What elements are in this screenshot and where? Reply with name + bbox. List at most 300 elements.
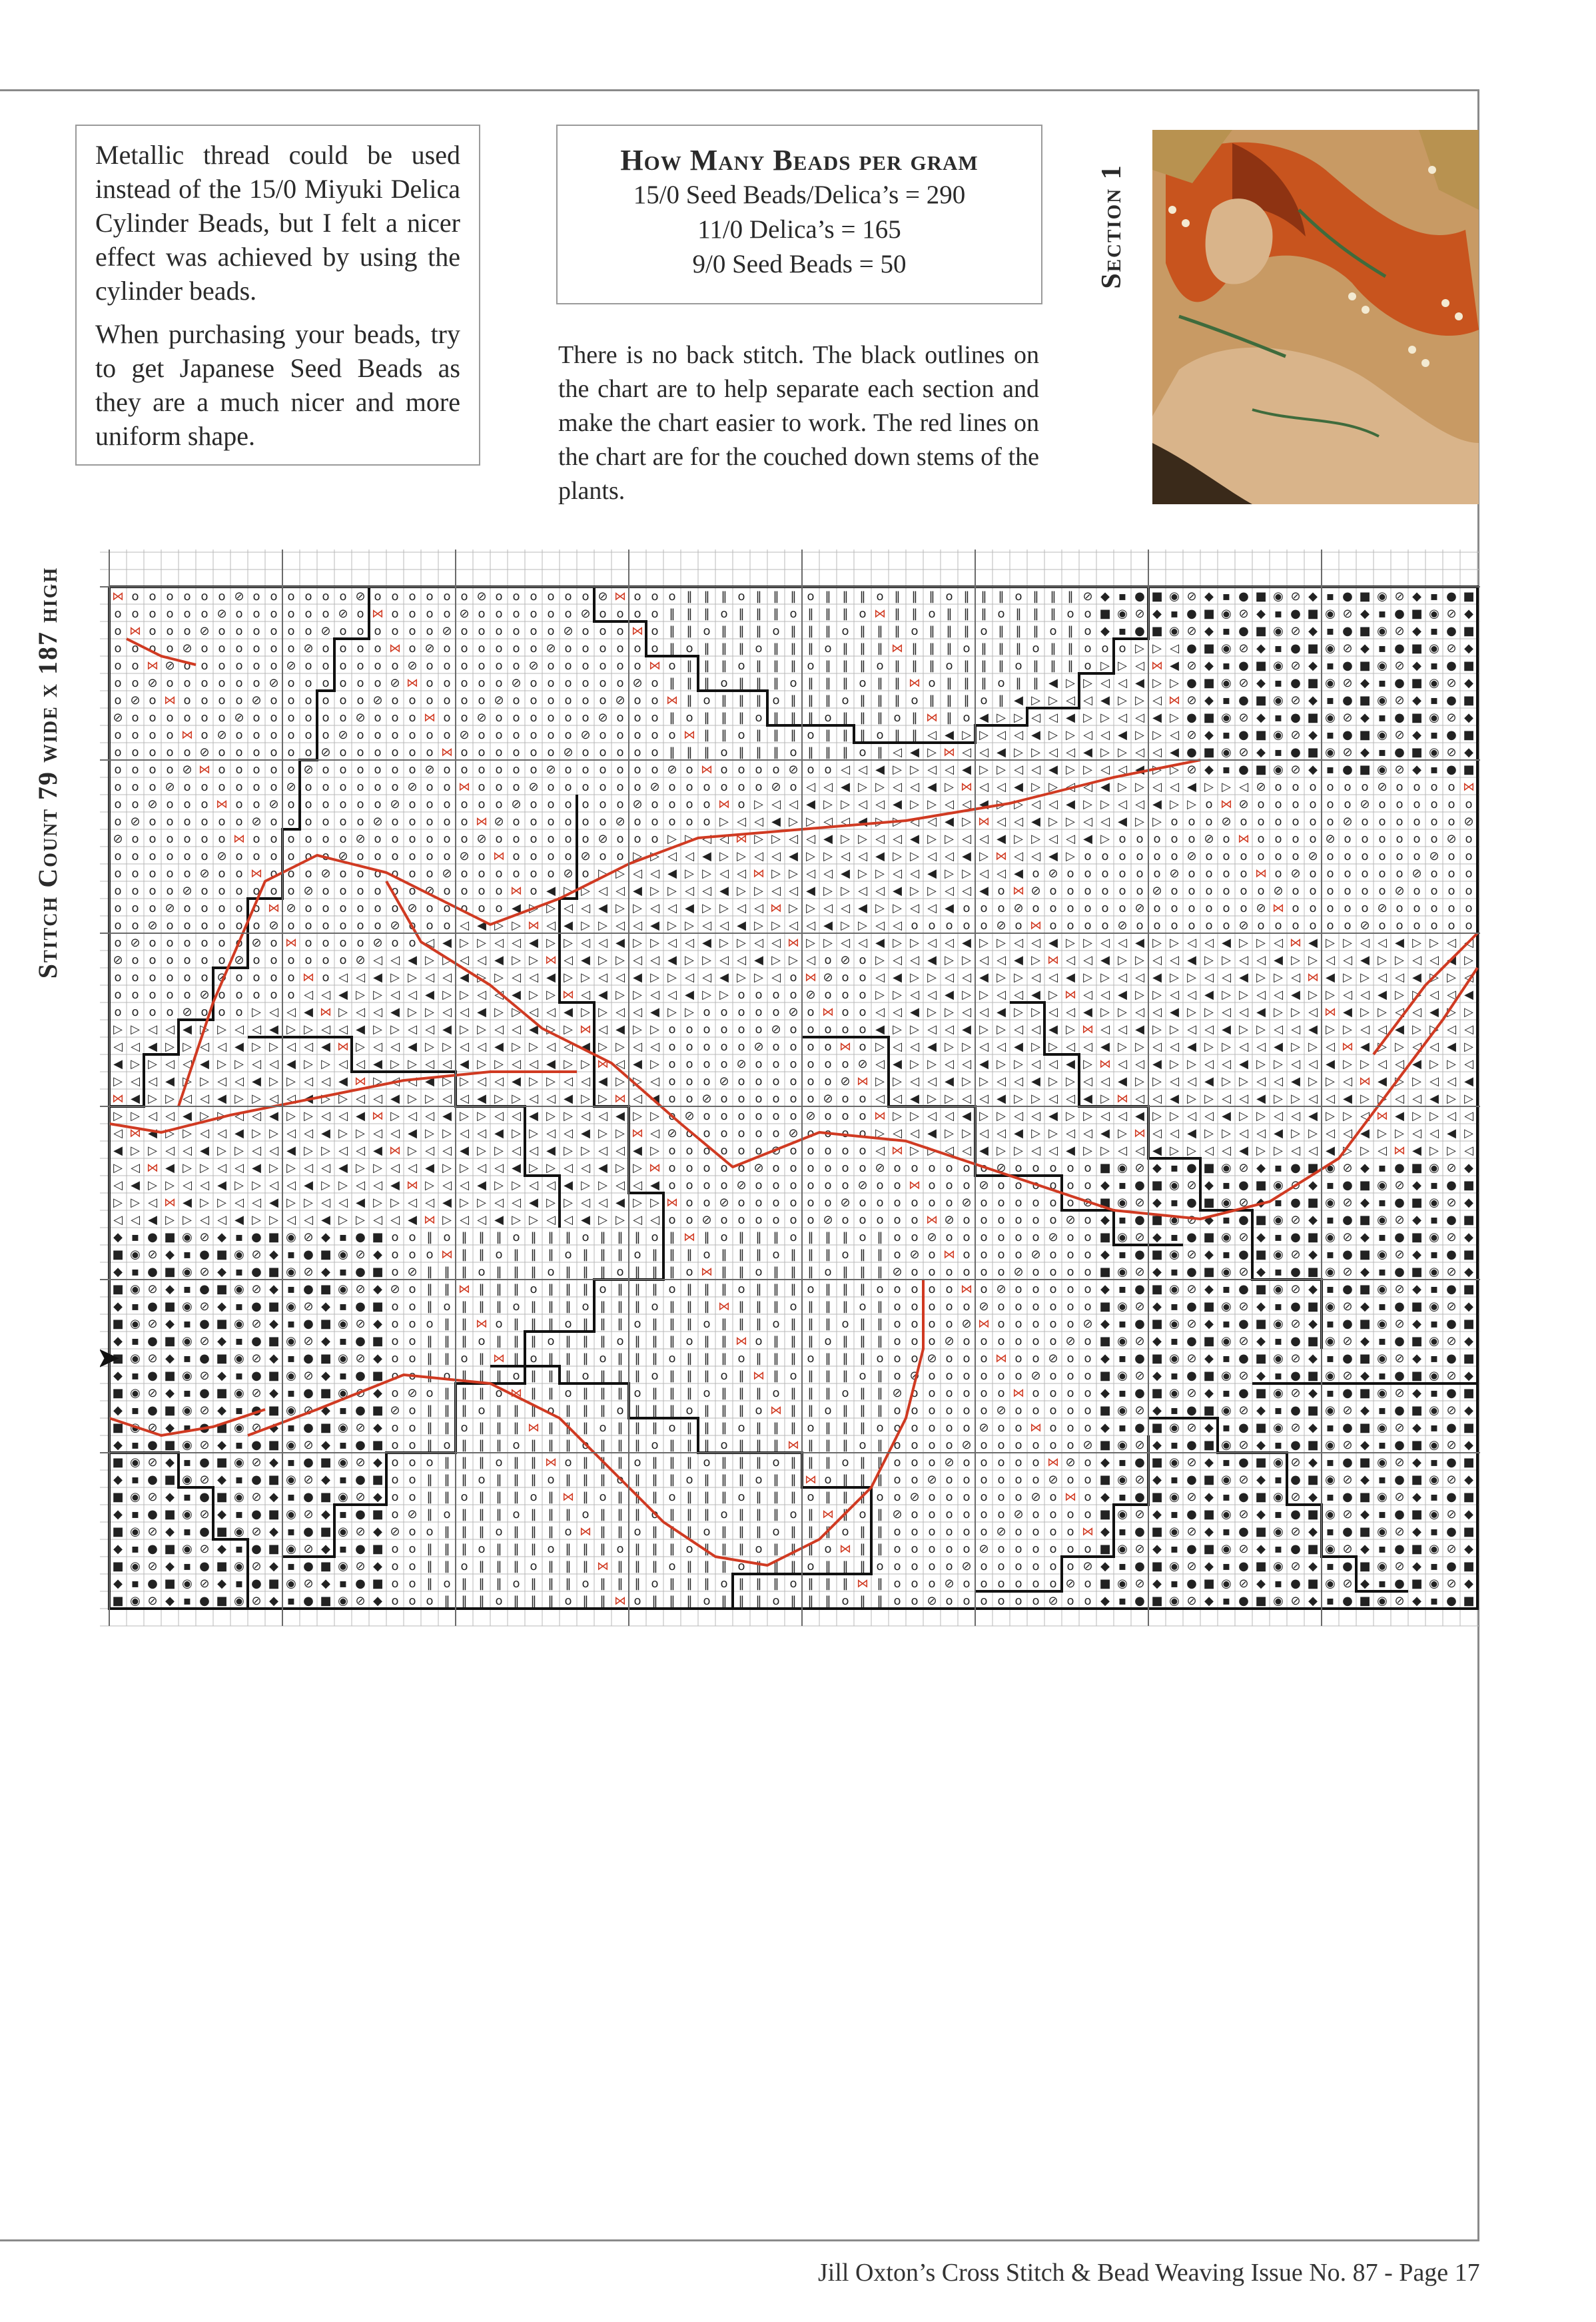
svg-text:▷: ▷ — [1152, 1022, 1162, 1036]
svg-text:▷: ▷ — [1464, 1005, 1473, 1019]
svg-text:⊘: ⊘ — [494, 693, 504, 707]
svg-text:▷: ▷ — [1291, 1126, 1300, 1140]
svg-text:‖: ‖ — [791, 1403, 797, 1417]
svg-text:o: o — [443, 728, 450, 742]
svg-text:o: o — [1465, 919, 1472, 933]
svg-text:‖: ‖ — [843, 728, 849, 742]
svg-text:o: o — [633, 832, 641, 846]
svg-text:◁: ◁ — [650, 1074, 659, 1088]
svg-text:◁: ◁ — [217, 1074, 226, 1088]
svg-text:◁: ◁ — [1135, 711, 1144, 725]
svg-text:▷: ▷ — [789, 953, 798, 967]
svg-text:o: o — [928, 1300, 935, 1314]
svg-text:▷: ▷ — [252, 1005, 261, 1019]
svg-text:◀: ◀ — [1326, 1144, 1335, 1158]
svg-text:‖: ‖ — [479, 1421, 485, 1435]
svg-text:◀: ◀ — [737, 919, 746, 933]
svg-text:o: o — [270, 641, 277, 655]
svg-text:●: ● — [1290, 1542, 1301, 1556]
svg-text:o: o — [356, 641, 364, 655]
svg-text:⊘: ⊘ — [805, 988, 815, 1002]
svg-text:‖: ‖ — [514, 1455, 520, 1469]
svg-text:o: o — [322, 641, 329, 655]
svg-text:o: o — [1014, 659, 1022, 673]
svg-text:⊘: ⊘ — [199, 1369, 209, 1383]
svg-text:o: o — [997, 1317, 1004, 1331]
svg-text:⊘: ⊘ — [1342, 1403, 1352, 1417]
svg-text:o: o — [408, 1300, 416, 1314]
svg-text:▷: ▷ — [1083, 1057, 1092, 1071]
svg-text:◉: ◉ — [1429, 1300, 1439, 1314]
svg-text:▷: ▷ — [408, 1057, 417, 1071]
svg-text:‖: ‖ — [669, 1248, 675, 1262]
svg-text:‖: ‖ — [808, 711, 814, 725]
svg-text:◉: ◉ — [1377, 728, 1388, 742]
svg-text:o: o — [789, 607, 797, 621]
svg-text:o: o — [633, 745, 641, 759]
svg-text:‖: ‖ — [531, 1369, 537, 1383]
svg-text:▷: ▷ — [304, 1057, 313, 1071]
svg-text:●: ● — [199, 1525, 210, 1539]
svg-text:‖: ‖ — [721, 1386, 727, 1400]
svg-text:‖: ‖ — [687, 1369, 693, 1383]
svg-text:⊘: ⊘ — [632, 797, 642, 811]
svg-text:‖: ‖ — [739, 1248, 745, 1262]
svg-text:‖: ‖ — [496, 1403, 502, 1417]
svg-text:◉: ◉ — [1429, 1403, 1439, 1417]
svg-text:⊘: ⊘ — [113, 711, 123, 725]
svg-text:▷: ▷ — [1429, 936, 1439, 950]
svg-text:o: o — [582, 1577, 589, 1591]
svg-text:o: o — [1066, 901, 1074, 915]
svg-text:o: o — [616, 659, 623, 673]
svg-text:▪: ▪ — [287, 1352, 295, 1365]
svg-text:‖: ‖ — [704, 1403, 710, 1417]
svg-text:o: o — [530, 641, 537, 655]
svg-text:o: o — [304, 693, 312, 707]
svg-text:o: o — [582, 589, 589, 603]
svg-text:⊘: ⊘ — [1186, 1421, 1196, 1435]
svg-text:▷: ▷ — [1031, 1092, 1040, 1106]
svg-text:◁: ◁ — [650, 1126, 659, 1140]
svg-text:■: ■ — [1203, 1473, 1214, 1487]
svg-text:◁: ◁ — [1152, 953, 1162, 967]
svg-text:o: o — [789, 1230, 797, 1244]
svg-text:▪: ▪ — [1430, 1213, 1438, 1227]
svg-text:‖: ‖ — [756, 1282, 762, 1296]
svg-text:◉: ◉ — [1273, 1213, 1284, 1227]
svg-text:o: o — [1274, 780, 1282, 794]
svg-text:‖: ‖ — [669, 1403, 675, 1417]
svg-text:▷: ▷ — [1152, 728, 1162, 742]
svg-text:◁: ◁ — [1014, 988, 1023, 1002]
svg-text:▪: ▪ — [1378, 1438, 1386, 1452]
svg-text:■: ■ — [1463, 1352, 1474, 1365]
svg-text:▪: ▪ — [1170, 1300, 1178, 1314]
svg-text:▷: ▷ — [771, 919, 781, 933]
svg-text:◁: ◁ — [564, 953, 573, 967]
svg-text:▷: ▷ — [1412, 1074, 1421, 1088]
svg-text:o: o — [1188, 884, 1195, 898]
svg-text:■: ■ — [1255, 1421, 1266, 1435]
svg-text:◁: ◁ — [338, 1109, 348, 1123]
svg-text:◆: ◆ — [1152, 1300, 1162, 1314]
svg-text:▷: ▷ — [737, 849, 746, 863]
svg-text:o: o — [789, 745, 797, 759]
svg-text:‖: ‖ — [548, 1317, 554, 1331]
svg-text:▷: ▷ — [460, 1109, 469, 1123]
svg-text:◉: ◉ — [286, 1334, 296, 1348]
svg-text:⊘: ⊘ — [199, 867, 209, 881]
svg-text:⊘: ⊘ — [355, 1282, 365, 1296]
svg-text:o: o — [997, 1196, 1004, 1210]
svg-text:▷: ▷ — [633, 901, 642, 915]
svg-text:o: o — [408, 693, 416, 707]
svg-text:‖: ‖ — [756, 1559, 762, 1573]
svg-text:◆: ◆ — [321, 1369, 330, 1383]
svg-text:◁: ◁ — [217, 1161, 226, 1175]
svg-text:◁: ◁ — [338, 1196, 348, 1210]
svg-text:◁: ◁ — [1429, 1126, 1439, 1140]
svg-text:o: o — [651, 763, 658, 777]
svg-text:o: o — [582, 624, 589, 638]
svg-text:‖: ‖ — [860, 1525, 866, 1539]
svg-text:⊘: ⊘ — [303, 1230, 313, 1244]
svg-text:●: ● — [1342, 763, 1353, 777]
svg-text:▪: ▪ — [1222, 1559, 1230, 1573]
svg-text:▪: ▪ — [183, 1455, 191, 1469]
svg-text:◁: ◁ — [841, 815, 850, 829]
svg-text:◁: ◁ — [1429, 988, 1439, 1002]
svg-text:‖: ‖ — [773, 745, 779, 759]
svg-text:o: o — [478, 797, 485, 811]
svg-text:‖: ‖ — [669, 1577, 675, 1591]
svg-text:⊘: ⊘ — [736, 1057, 746, 1071]
svg-text:o: o — [841, 1317, 849, 1331]
svg-text:◁: ◁ — [564, 1126, 573, 1140]
svg-text:‖: ‖ — [895, 607, 901, 621]
svg-text:o: o — [1032, 1559, 1039, 1573]
svg-text:■: ■ — [1359, 1178, 1370, 1192]
svg-text:o: o — [1378, 797, 1386, 811]
svg-text:■: ■ — [164, 1265, 175, 1279]
svg-text:‖: ‖ — [860, 624, 866, 638]
svg-text:◀: ◀ — [1308, 1022, 1318, 1036]
svg-text:o: o — [807, 659, 814, 673]
svg-text:‖: ‖ — [652, 1594, 658, 1608]
svg-text:◉: ◉ — [338, 1248, 348, 1262]
svg-text:o: o — [893, 1352, 901, 1365]
cross-stitch-chart — [100, 550, 1480, 1953]
svg-text:◉: ◉ — [338, 1525, 348, 1539]
svg-text:◀: ◀ — [1014, 953, 1023, 967]
svg-text:‖: ‖ — [773, 711, 779, 725]
svg-text:◁: ◁ — [962, 1144, 971, 1158]
svg-text:◉: ◉ — [130, 1594, 141, 1608]
svg-text:⊘: ⊘ — [1238, 711, 1248, 725]
svg-text:o: o — [218, 936, 225, 950]
svg-text:◉: ◉ — [1325, 607, 1336, 621]
svg-text:◀: ◀ — [962, 936, 971, 950]
svg-text:o: o — [1014, 1594, 1022, 1608]
svg-text:o: o — [1066, 1473, 1074, 1487]
svg-text:‖: ‖ — [548, 1248, 554, 1262]
svg-text:◀: ◀ — [927, 867, 937, 881]
svg-text:‖: ‖ — [496, 1559, 502, 1573]
svg-text:o: o — [460, 589, 468, 603]
svg-text:o: o — [564, 589, 572, 603]
svg-text:◉: ◉ — [130, 1455, 141, 1469]
svg-text:▪: ▪ — [287, 1490, 295, 1504]
svg-text:o: o — [1136, 919, 1143, 933]
svg-text:o: o — [460, 745, 468, 759]
svg-text:o: o — [859, 1213, 866, 1227]
svg-text:▪: ▪ — [1118, 1352, 1126, 1365]
svg-text:o: o — [1205, 919, 1212, 933]
svg-text:⋈: ⋈ — [181, 728, 193, 742]
svg-text:◆: ◆ — [269, 1455, 278, 1469]
svg-text:o: o — [287, 832, 294, 846]
svg-text:●: ● — [1342, 589, 1353, 603]
svg-text:▷: ▷ — [893, 901, 902, 915]
svg-text:o: o — [564, 1455, 572, 1469]
svg-text:◉: ◉ — [1221, 1334, 1232, 1348]
svg-text:⊘: ⊘ — [1342, 745, 1352, 759]
svg-text:◉: ◉ — [1273, 624, 1284, 638]
svg-text:▷: ▷ — [1204, 1126, 1214, 1140]
svg-text:o: o — [945, 1352, 953, 1365]
svg-text:⊘: ⊘ — [1238, 1334, 1248, 1348]
svg-text:o: o — [322, 849, 329, 863]
svg-text:●: ● — [1446, 1525, 1457, 1539]
svg-text:⊘: ⊘ — [130, 693, 140, 707]
svg-text:⊘: ⊘ — [251, 815, 261, 829]
svg-text:‖: ‖ — [825, 1421, 831, 1435]
svg-text:⊘: ⊘ — [338, 849, 348, 863]
svg-text:◆: ◆ — [1308, 1594, 1318, 1608]
svg-text:◉: ◉ — [286, 1473, 296, 1487]
svg-text:◆: ◆ — [1204, 589, 1214, 603]
svg-text:⊘: ⊘ — [251, 1282, 261, 1296]
svg-text:■: ■ — [1203, 641, 1214, 655]
svg-text:▷: ▷ — [615, 1074, 625, 1088]
svg-text:◀: ◀ — [442, 1022, 452, 1036]
svg-text:‖: ‖ — [687, 1421, 693, 1435]
svg-text:‖: ‖ — [704, 676, 710, 690]
svg-text:‖: ‖ — [825, 1230, 831, 1244]
svg-text:▪: ▪ — [1378, 711, 1386, 725]
svg-text:▷: ▷ — [1083, 676, 1092, 690]
svg-text:▪: ▪ — [1378, 1473, 1386, 1487]
svg-text:o: o — [633, 607, 641, 621]
svg-text:◀: ◀ — [823, 832, 833, 846]
svg-text:▷: ▷ — [1239, 1109, 1248, 1123]
svg-text:o: o — [772, 693, 779, 707]
svg-text:▷: ▷ — [442, 988, 452, 1002]
svg-text:◁: ◁ — [1204, 1144, 1214, 1158]
svg-text:◀: ◀ — [1170, 745, 1179, 759]
svg-text:o: o — [807, 1282, 814, 1296]
svg-text:■: ■ — [268, 1507, 279, 1521]
svg-text:◉: ◉ — [234, 1282, 244, 1296]
svg-text:o: o — [980, 1161, 987, 1175]
svg-text:▷: ▷ — [1048, 988, 1058, 1002]
svg-text:▷: ▷ — [1031, 1005, 1040, 1019]
svg-text:o: o — [772, 1074, 779, 1088]
svg-text:o: o — [668, 1161, 675, 1175]
svg-text:◁: ◁ — [667, 988, 677, 1002]
svg-text:●: ● — [199, 1421, 210, 1435]
svg-text:o: o — [859, 1040, 866, 1054]
svg-text:◁: ◁ — [131, 1074, 140, 1088]
svg-text:o: o — [443, 763, 450, 777]
svg-text:⊘: ⊘ — [355, 1386, 365, 1400]
svg-text:●: ● — [1134, 1282, 1145, 1296]
svg-text:■: ■ — [1359, 624, 1370, 638]
svg-text:‖: ‖ — [600, 1542, 606, 1556]
svg-text:o: o — [599, 780, 606, 794]
svg-text:▷: ▷ — [165, 1126, 175, 1140]
svg-text:o: o — [945, 1161, 953, 1175]
svg-text:●: ● — [1134, 1455, 1145, 1469]
svg-text:o: o — [460, 815, 468, 829]
svg-text:o: o — [997, 1334, 1004, 1348]
svg-text:▪: ▪ — [1170, 1161, 1178, 1175]
svg-text:◁: ◁ — [1187, 988, 1196, 1002]
svg-text:▷: ▷ — [477, 1144, 486, 1158]
svg-text:‖: ‖ — [444, 1542, 450, 1556]
svg-text:▪: ▪ — [1430, 659, 1438, 673]
svg-text:◁: ◁ — [910, 1126, 919, 1140]
svg-text:o: o — [1326, 919, 1334, 933]
svg-text:o: o — [339, 711, 346, 725]
svg-text:o: o — [200, 970, 208, 984]
svg-text:‖: ‖ — [617, 1230, 623, 1244]
svg-text:◁: ◁ — [304, 988, 313, 1002]
svg-text:▷: ▷ — [598, 919, 607, 933]
svg-text:⊘: ⊘ — [1273, 884, 1283, 898]
svg-text:o: o — [287, 589, 294, 603]
svg-text:⊘: ⊘ — [1446, 1542, 1456, 1556]
svg-text:⊘: ⊘ — [147, 676, 157, 690]
svg-text:▪: ▪ — [1326, 1455, 1334, 1469]
svg-text:▷: ▷ — [373, 1196, 382, 1210]
svg-text:‖: ‖ — [895, 728, 901, 742]
svg-text:▪: ▪ — [1274, 607, 1282, 621]
svg-text:▷: ▷ — [633, 1196, 642, 1210]
svg-text:◁: ◁ — [945, 1144, 954, 1158]
svg-text:o: o — [131, 884, 139, 898]
svg-text:o: o — [1066, 1525, 1074, 1539]
svg-text:‖: ‖ — [964, 676, 970, 690]
svg-text:‖: ‖ — [479, 1490, 485, 1504]
svg-text:o: o — [807, 1213, 814, 1227]
svg-text:‖: ‖ — [843, 1421, 849, 1435]
svg-text:o: o — [737, 1559, 745, 1573]
svg-text:◀: ◀ — [546, 884, 556, 898]
svg-text:o: o — [512, 711, 520, 725]
svg-text:⊘: ⊘ — [1446, 1577, 1456, 1591]
svg-text:o: o — [1049, 1334, 1056, 1348]
svg-text:◁: ◁ — [286, 1092, 296, 1106]
svg-text:●: ● — [1394, 1196, 1405, 1210]
svg-text:‖: ‖ — [617, 1386, 623, 1400]
svg-text:o: o — [755, 1473, 762, 1487]
svg-text:o: o — [1014, 1473, 1022, 1487]
svg-text:◁: ◁ — [1170, 1126, 1179, 1140]
svg-text:o: o — [1084, 1421, 1091, 1435]
svg-text:◁: ◁ — [1100, 988, 1110, 1002]
svg-text:◁: ◁ — [1239, 780, 1248, 794]
svg-text:▷: ▷ — [581, 1005, 590, 1019]
svg-text:o: o — [304, 728, 312, 742]
svg-text:◁: ◁ — [442, 970, 452, 984]
svg-text:▪: ▪ — [1118, 1594, 1126, 1608]
svg-text:o: o — [1430, 901, 1437, 915]
svg-text:◁: ◁ — [1100, 1074, 1110, 1088]
svg-text:◁: ◁ — [460, 1092, 469, 1106]
svg-text:o: o — [1396, 797, 1403, 811]
svg-text:■: ■ — [1099, 1473, 1110, 1487]
svg-text:⊘: ⊘ — [615, 815, 625, 829]
svg-text:o: o — [1344, 884, 1351, 898]
svg-text:o: o — [1049, 901, 1056, 915]
svg-text:●: ● — [1342, 1178, 1353, 1192]
svg-text:⊘: ⊘ — [303, 1542, 313, 1556]
svg-text:▷: ▷ — [1014, 797, 1023, 811]
svg-text:‖: ‖ — [756, 1490, 762, 1504]
svg-text:o: o — [876, 1352, 883, 1365]
svg-text:‖: ‖ — [548, 1507, 554, 1521]
svg-text:◀: ◀ — [875, 936, 885, 950]
svg-text:▷: ▷ — [615, 901, 625, 915]
svg-text:o: o — [911, 1282, 918, 1296]
svg-text:◁: ◁ — [529, 1178, 538, 1192]
svg-text:◉: ◉ — [338, 1386, 348, 1400]
svg-text:‖: ‖ — [704, 1507, 710, 1521]
svg-text:o: o — [841, 1092, 849, 1106]
svg-text:◁: ◁ — [667, 901, 677, 915]
svg-text:◉: ◉ — [1169, 1178, 1180, 1192]
svg-text:⊘: ⊘ — [320, 745, 330, 759]
svg-text:▷: ▷ — [633, 1109, 642, 1123]
svg-text:‖: ‖ — [721, 1455, 727, 1469]
svg-text:o: o — [997, 1369, 1004, 1383]
svg-text:o: o — [391, 1507, 398, 1521]
svg-text:▷: ▷ — [615, 1040, 625, 1054]
svg-text:▷: ▷ — [1378, 1092, 1387, 1106]
svg-text:◆: ◆ — [1256, 676, 1266, 690]
svg-text:◀: ◀ — [1152, 970, 1162, 984]
svg-text:o: o — [322, 815, 329, 829]
svg-text:o: o — [339, 624, 346, 638]
svg-text:◁: ◁ — [667, 849, 677, 863]
svg-text:◉: ◉ — [1221, 1265, 1232, 1279]
svg-text:◆: ◆ — [1308, 1490, 1318, 1504]
svg-text:▷: ▷ — [1118, 1126, 1127, 1140]
svg-text:⊘: ⊘ — [390, 1525, 400, 1539]
svg-text:◉: ◉ — [1429, 1438, 1439, 1452]
svg-text:o: o — [1101, 849, 1108, 863]
svg-text:◀: ◀ — [131, 1178, 140, 1192]
svg-text:o: o — [287, 607, 294, 621]
svg-text:◆: ◆ — [1412, 1490, 1421, 1504]
svg-text:◆: ◆ — [321, 1577, 330, 1591]
svg-text:◀: ◀ — [1274, 1040, 1283, 1054]
svg-text:◀: ◀ — [1187, 1126, 1196, 1140]
svg-text:●: ● — [1342, 624, 1353, 638]
svg-text:◁: ◁ — [737, 867, 746, 881]
